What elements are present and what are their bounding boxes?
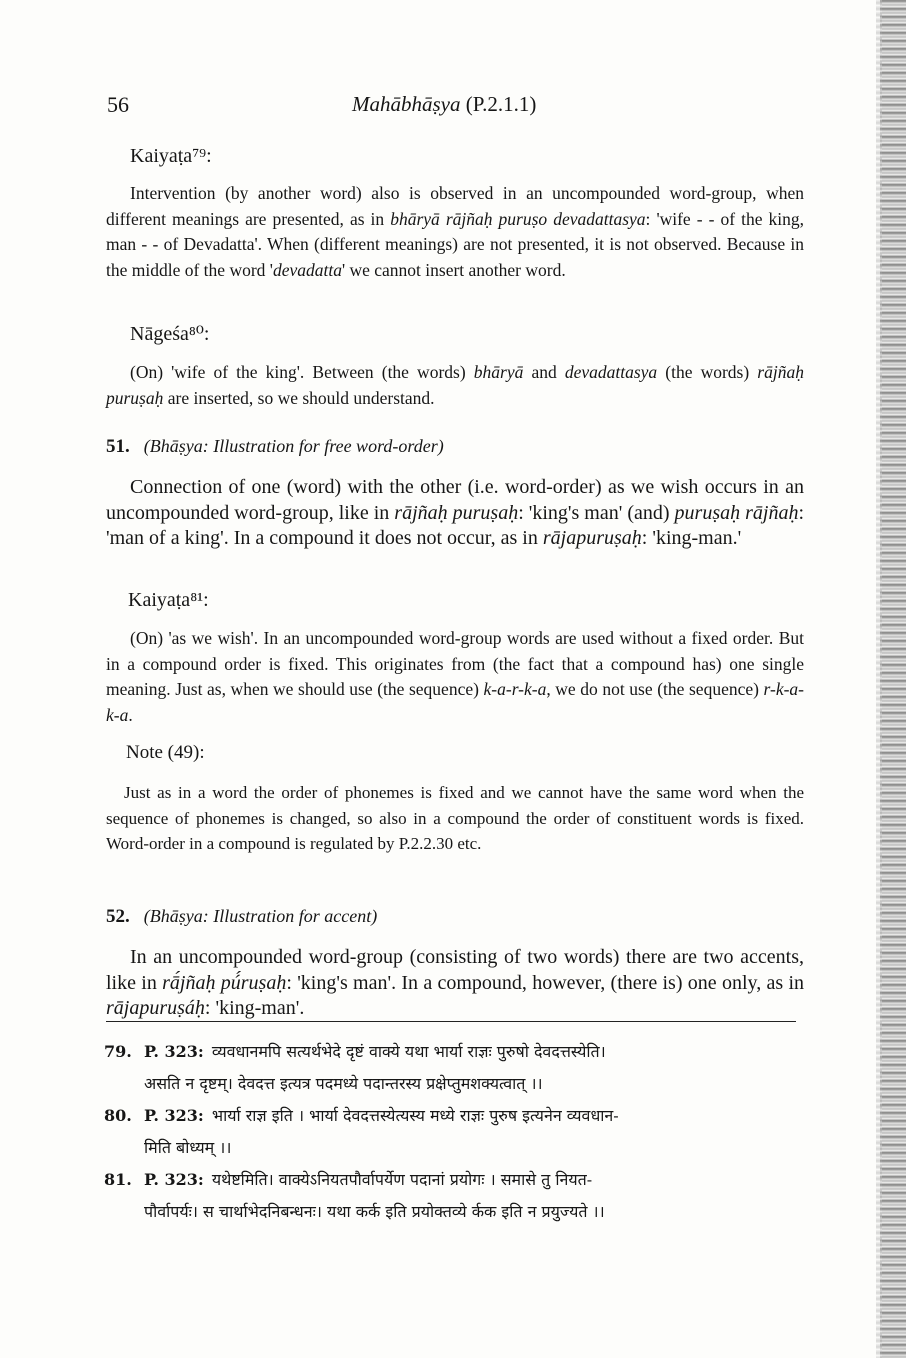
- nagesa-80-text: (the words): [657, 362, 758, 382]
- kaiyata-79-word: devadatta: [272, 259, 342, 280]
- section-52-word: rā́jñaḥ pú́ruṣaḥ: [162, 971, 287, 994]
- footnote-79: [104, 1036, 804, 1100]
- footnote-line: असति न दृष्टम्। देवदत्त इत्यत्र पदमध्ये पदान्तरस्य प्रक्षेप्तुमशक्यत्वात् ।।: [144, 1074, 543, 1093]
- section-52-text: : 'king-man'.: [204, 997, 305, 1019]
- page-number: 56: [107, 92, 129, 117]
- footnote-line: पौर्वापर्यः। स चार्थाभेदनिबन्धनः। यथा कर्क इति प्रयोक्तव्ये र्कक इति न प्रयुज्यते ।।: [144, 1202, 605, 1221]
- nagesa-80-text: (On) 'wife of the king'. Between (the words): [130, 362, 474, 382]
- section-52-title: (Bhāṣya: Illustration for accent): [143, 906, 378, 926]
- footnote-number: 81.: [104, 1170, 132, 1189]
- note-49-paragraph: Just as in a word the order of phonemes is fixed and we cannot have the same word when the sequence of phonemes is changed, so also in a compound the order of constituent words is fixed. Word-order in a compound is regulated by P.2.2.30 etc.: [106, 783, 804, 853]
- section-52-word: rājapuruṣáḥ: [106, 997, 205, 1019]
- footnote-page: P. 323:: [144, 1042, 204, 1061]
- kaiyata-81-text: , we do not use (the sequence): [546, 679, 764, 699]
- running-head-title: Mahābhāṣya: [352, 92, 461, 116]
- kaiyata-81-text: .: [128, 704, 133, 725]
- section-51-word: puruṣaḥ rājñaḥ: [674, 501, 799, 524]
- section-51-word: rājñaḥ puruṣaḥ: [394, 501, 519, 524]
- running-head: [352, 92, 536, 117]
- footnote-line: मिति बोध्यम् ।।: [144, 1138, 232, 1157]
- footnote-page: P. 323:: [144, 1106, 204, 1125]
- page-edge-shadow: [880, 0, 906, 1358]
- nagesa-80-word: devadattasya: [564, 362, 658, 382]
- nagesa-80-word: bhāryā: [473, 362, 524, 382]
- section-52-text: : 'king's man'. In a compound, however, (there is) one only, as in: [286, 971, 805, 994]
- kaiyata-79-label: Kaiyaṭa⁷⁹:: [130, 145, 212, 167]
- kaiyata-81-text: (On) 'as we wish'. In an uncompounded word-group words are used without a fixed order. But in a compound order is fixed. This originates from (the fact that a compound has) one single meaning. Just as, when we should use (the sequence): [106, 628, 804, 699]
- section-51-paragraph: [106, 475, 804, 552]
- section-52-number: 52.: [106, 906, 130, 927]
- section-51-heading: [106, 436, 804, 458]
- section-51-title: (Bhāṣya: Illustration for free word-order): [143, 436, 444, 456]
- section-52-paragraph: [106, 945, 804, 1022]
- nagesa-80-text: are inserted, so we should understand.: [163, 387, 435, 408]
- footnote-80: [104, 1100, 804, 1164]
- kaiyata-81-word: k-a-r-k-a: [483, 679, 547, 699]
- section-51-text: : 'king-man.': [641, 527, 742, 549]
- section-51-word: rājapuruṣaḥ: [542, 527, 642, 549]
- kaiyata-79-paragraph: [106, 181, 804, 283]
- footnote-81: [104, 1164, 804, 1228]
- kaiyata-79-text-end: ' we cannot insert another word.: [341, 259, 566, 280]
- footnote-number: 79.: [104, 1042, 132, 1061]
- section-52-text: In an uncompounded word-group (consisting of two words) there are two accents, like in: [106, 946, 804, 994]
- kaiyata-81-paragraph: [106, 626, 804, 728]
- section-51-text: : 'king's man' (and): [518, 501, 675, 524]
- section-51-text: : 'man of a king'. In a compound it does not occur, as in: [106, 501, 804, 549]
- kaiyata-81-label: Kaiyaṭa⁸¹:: [128, 589, 209, 611]
- footnote-line: यथेष्टमिति। वाक्येऽनियतपौर्वापर्येण पदानां प्रयोगः । समासे तु नियत-: [211, 1170, 593, 1189]
- footnote-page: P. 323:: [144, 1170, 204, 1189]
- running-head-reference: (P.2.1.1): [465, 92, 537, 116]
- kaiyata-79-example: bhāryā rājñaḥ puruṣo devadattasya: [390, 208, 646, 229]
- kaiyata-79-text: Intervention (by another word) also is observed in an uncompounded word-group, when different meanings are presented, as in: [106, 183, 804, 229]
- nagesa-80-label: Nāgeśa⁸⁰:: [130, 323, 210, 345]
- kaiyata-81-word: r-k-a-k-a: [106, 679, 804, 725]
- nagesa-80-paragraph: [106, 360, 804, 411]
- footnote-line: भार्या राज्ञ इति । भार्या देवदत्तस्येत्यस्य मध्ये राज्ञः पुरुष इत्यनेन व्यवधान-: [211, 1106, 619, 1125]
- nagesa-80-word: rājñaḥ puruṣaḥ: [106, 362, 804, 408]
- kaiyata-79-text-post: : 'wife - - of the king, man - - of Devadatta'. When (different meanings) are not presented, it is not observed. Because in the middle of the word ': [106, 208, 804, 280]
- section-52-heading: [106, 906, 804, 928]
- footnote-number: 80.: [104, 1106, 132, 1125]
- nagesa-80-text: and: [523, 362, 565, 382]
- section-51-number: 51.: [106, 436, 130, 457]
- footnote-line: व्यवधानमपि सत्यर्थभेदे दृष्टं वाक्ये यथा भार्या राज्ञः पुरुषो देवदत्तस्येति।: [211, 1042, 606, 1061]
- note-49-label: Note (49):: [126, 742, 205, 763]
- page-edge-highlight: [876, 0, 882, 1358]
- section-51-text: Connection of one (word) with the other (i.e. word-order) as we wish occurs in an uncompounded word-group, like in: [106, 476, 804, 524]
- footnote-rule: [106, 1021, 796, 1022]
